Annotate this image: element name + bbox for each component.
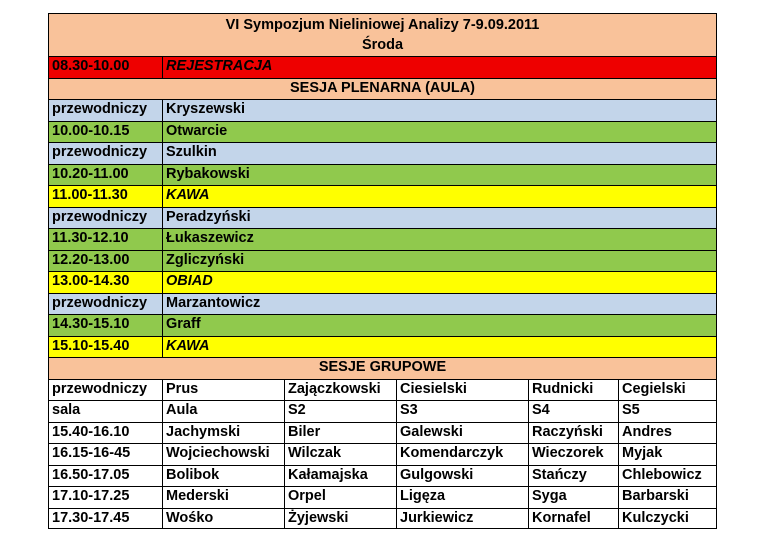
plenary-time: przewodniczy [48, 142, 162, 164]
group-col-1: Wośko [162, 508, 284, 530]
group-col-1: Jachymski [162, 422, 284, 444]
plenary-row [48, 336, 717, 358]
group-heading-row [48, 357, 717, 379]
plenary-row [48, 185, 717, 207]
group-col-3: Gulgowski [396, 465, 528, 487]
group-col-3: Galewski [396, 422, 528, 444]
plenary-heading: SESJA PLENARNA (AULA) [48, 78, 717, 100]
group-time: sala [48, 400, 162, 422]
plenary-row [48, 314, 717, 336]
plenary-time: 12.20-13.00 [48, 250, 162, 272]
group-col-2: Kałamajska [284, 465, 396, 487]
plenary-time: przewodniczy [48, 293, 162, 315]
plenary-name: KAWA [162, 336, 717, 358]
plenary-row [48, 293, 717, 315]
group-time: 17.30-17.45 [48, 508, 162, 530]
group-col-4: Raczyński [528, 422, 618, 444]
plenary-time: 14.30-15.10 [48, 314, 162, 336]
registration-time: 08.30-10.00 [48, 56, 162, 78]
plenary-name: Peradzyński [162, 207, 717, 229]
group-col-4: Kornafel [528, 508, 618, 530]
plenary-name: OBIAD [162, 271, 717, 293]
group-col-5: Cegielski [618, 379, 717, 401]
plenary-time: 13.00-14.30 [48, 271, 162, 293]
group-row [48, 486, 717, 508]
group-col-4: Syga [528, 486, 618, 508]
group-col-2: Zajączkowski [284, 379, 396, 401]
registration-row [48, 56, 717, 78]
plenary-heading-row [48, 78, 717, 100]
plenary-row [48, 207, 717, 229]
group-col-5: Kulczycki [618, 508, 717, 530]
group-time: 15.40-16.10 [48, 422, 162, 444]
schedule-day: Środa [361, 37, 404, 53]
plenary-name: Otwarcie [162, 121, 717, 143]
plenary-row [48, 164, 717, 186]
group-col-4: Wieczorek [528, 443, 618, 465]
group-col-4: S4 [528, 400, 618, 422]
registration-label: REJESTRACJA [162, 56, 717, 78]
group-col-5: Myjak [618, 443, 717, 465]
group-row [48, 465, 717, 487]
group-col-4: Stańczy [528, 465, 618, 487]
group-col-3: S3 [396, 400, 528, 422]
schedule-sheet [48, 13, 717, 530]
plenary-time: 11.30-12.10 [48, 228, 162, 250]
group-col-5: Andres [618, 422, 717, 444]
plenary-name: Łukaszewicz [162, 228, 717, 250]
schedule-title: VI Sympozjum Nieliniowej Analizy 7-9.09.2011 [225, 17, 540, 33]
group-heading: SESJE GRUPOWE [48, 357, 717, 379]
group-row [48, 379, 717, 401]
group-col-3: Ligęza [396, 486, 528, 508]
plenary-row [48, 271, 717, 293]
plenary-name: Zgliczyński [162, 250, 717, 272]
plenary-time: przewodniczy [48, 99, 162, 121]
plenary-row [48, 250, 717, 272]
group-col-1: Aula [162, 400, 284, 422]
group-row [48, 422, 717, 444]
plenary-row [48, 142, 717, 164]
plenary-name: Rybakowski [162, 164, 717, 186]
plenary-row [48, 121, 717, 143]
group-col-2: Żyjewski [284, 508, 396, 530]
group-time: 17.10-17.25 [48, 486, 162, 508]
plenary-name: Marzantowicz [162, 293, 717, 315]
group-time: 16.50-17.05 [48, 465, 162, 487]
plenary-name: Graff [162, 314, 717, 336]
group-row [48, 508, 717, 530]
plenary-row [48, 228, 717, 250]
plenary-name: Szulkin [162, 142, 717, 164]
group-col-1: Mederski [162, 486, 284, 508]
group-col-3: Jurkiewicz [396, 508, 528, 530]
group-row [48, 443, 717, 465]
group-row [48, 400, 717, 422]
plenary-name: KAWA [162, 185, 717, 207]
group-col-1: Wojciechowski [162, 443, 284, 465]
group-col-5: Chlebowicz [618, 465, 717, 487]
plenary-time: 10.20-11.00 [48, 164, 162, 186]
group-col-1: Bolibok [162, 465, 284, 487]
plenary-time: 10.00-10.15 [48, 121, 162, 143]
schedule-header [48, 13, 717, 56]
group-time: 16.15-16-45 [48, 443, 162, 465]
group-col-3: Ciesielski [396, 379, 528, 401]
group-col-2: Biler [284, 422, 396, 444]
plenary-time: 15.10-15.40 [48, 336, 162, 358]
group-col-2: S2 [284, 400, 396, 422]
group-col-5: Barbarski [618, 486, 717, 508]
plenary-row [48, 99, 717, 121]
group-col-2: Wilczak [284, 443, 396, 465]
group-time: przewodniczy [48, 379, 162, 401]
group-col-3: Komendarczyk [396, 443, 528, 465]
group-col-2: Orpel [284, 486, 396, 508]
group-col-1: Prus [162, 379, 284, 401]
plenary-time: przewodniczy [48, 207, 162, 229]
plenary-name: Kryszewski [162, 99, 717, 121]
plenary-time: 11.00-11.30 [48, 185, 162, 207]
group-col-4: Rudnicki [528, 379, 618, 401]
group-col-5: S5 [618, 400, 717, 422]
